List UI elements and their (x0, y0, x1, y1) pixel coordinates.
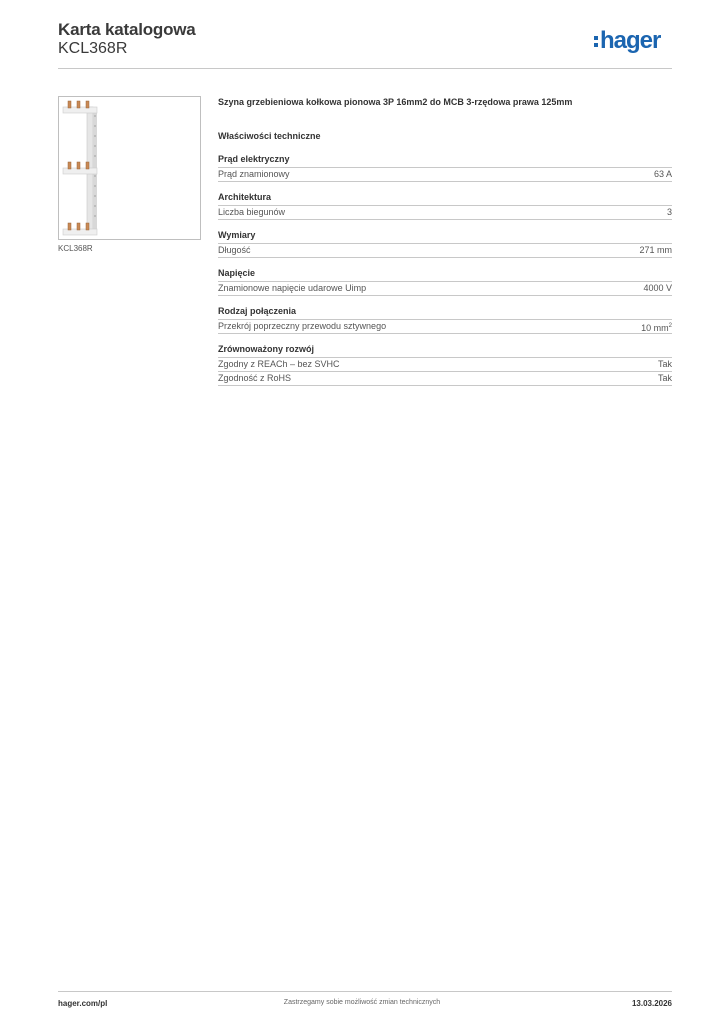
spec-value-text: Tak (657, 373, 672, 383)
spec-value-text: Tak (657, 359, 672, 369)
section-title: Architektura (218, 192, 672, 206)
footer-disclaimer: Zastrzegamy sobie możliwość zmian technicznych (283, 999, 441, 1006)
spec-value (639, 244, 672, 257)
header-divider (58, 68, 672, 69)
product-title: Szyna grzebieniowa kołkowa pionowa 3P 16mm2 do MCB 3-rzędowa prawa 125mm (218, 97, 573, 107)
product-code: KCL368R (58, 40, 128, 57)
spec-value (658, 372, 672, 385)
spec-row (218, 372, 672, 386)
spec-value-text: 271 mm (639, 245, 672, 255)
spec-row (218, 282, 672, 296)
spec-row (218, 168, 672, 182)
spec-label: Zgodność z RoHS (218, 373, 292, 383)
spec-value (641, 320, 672, 333)
spec-value-text: 10 mm (641, 323, 669, 333)
spec-row (218, 358, 672, 372)
section-title: Rodzaj połączenia (218, 306, 672, 320)
spec-section (218, 154, 672, 182)
spec-label: Przekrój poprzeczny przewodu sztywnego (218, 321, 387, 331)
logo-dots-icon (594, 33, 598, 50)
spec-row (218, 206, 672, 220)
spec-label: Prąd znamionowy (218, 169, 290, 179)
spec-label: Zgodny z REACh – bez SVHC (218, 359, 340, 369)
footer-date: 13.03.2026 (631, 999, 672, 1008)
image-caption: KCL368R (58, 244, 93, 253)
spec-value (667, 206, 672, 219)
spec-label: Długość (218, 245, 251, 255)
spec-value (658, 358, 672, 371)
spec-value-text: 3 (666, 207, 672, 217)
footer-divider (58, 991, 672, 992)
spec-value (643, 282, 672, 295)
document-title: Karta katalogowa (58, 20, 196, 39)
section-title: Wymiary (218, 230, 672, 244)
spec-section (218, 306, 672, 334)
spec-section (218, 230, 672, 258)
spec-value-text: 63 A (653, 169, 672, 179)
tech-properties-heading: Właściwości techniczne (218, 131, 321, 141)
spec-row (218, 320, 672, 334)
spec-sections (218, 154, 672, 386)
section-title: Napięcie (218, 268, 672, 282)
spec-value-superscript: 2 (668, 323, 672, 329)
spec-value (654, 168, 672, 181)
spec-section (218, 344, 672, 386)
section-title: Prąd elektryczny (218, 154, 672, 168)
section-title: Zrównoważony rozwój (218, 344, 672, 358)
logo-text: hager (600, 27, 661, 54)
spec-label: Znamionowe napięcie udarowe Uimp (218, 283, 367, 293)
product-image (58, 96, 201, 240)
footer-website: hager.com/pl (58, 999, 108, 1008)
spec-section (218, 192, 672, 220)
spec-label: Liczba biegunów (218, 207, 286, 217)
hager-logo (594, 28, 660, 54)
busbar-illustration-icon (59, 97, 200, 239)
spec-content (218, 96, 672, 386)
spec-value-text: 4000 V (643, 283, 672, 293)
spec-row (218, 244, 672, 258)
spec-section (218, 268, 672, 296)
